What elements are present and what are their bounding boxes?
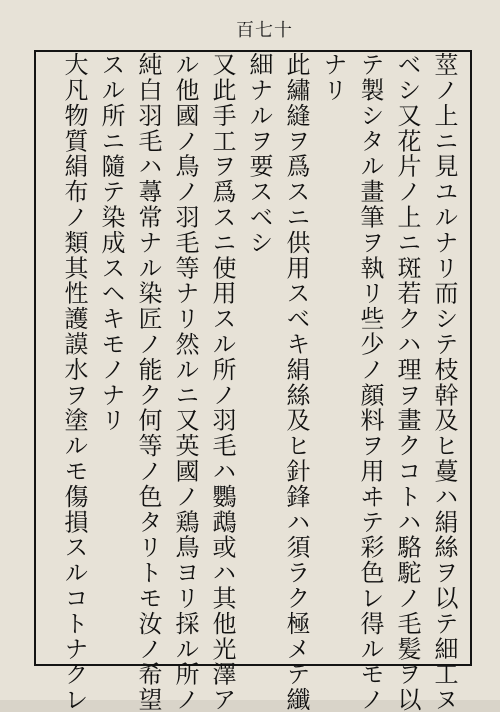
page-number: 百七十	[236, 20, 293, 41]
text-column-11: 大凡物質絹布ノ類其性護謨水ヲ塗ルモ傷損スルコトナクレ	[60, 52, 88, 712]
text-column-4: ナリ	[319, 52, 347, 103]
text-column-6: 細ナルヲ要スベシ	[245, 52, 273, 256]
text-column-7: 又此手工ヲ爲スニ使用スル所ノ羽毛ハ鸚鵡或ハ其他光澤ア	[208, 52, 236, 712]
text-column-9: 純白羽毛ハ蕁常ナル染匠ノ能ク何等ノ色タリトモ汝ノ希望	[134, 52, 162, 712]
text-column-1: 莖ノ上ニ見ユルナリ而シテ枝幹及ヒ蔓ハ絹絲ヲ以テ細工ヌ	[430, 52, 458, 712]
text-column-3: テ製シタル畫筆ヲ執リ些少ノ顔料ヲ用ヰテ彩色レ得ルモノ	[356, 52, 384, 712]
text-column-8: ル他國ノ鳥ノ羽毛等ナリ然ルニ又英國ノ鶏鳥ヨリ採ル所ノ	[171, 52, 199, 712]
text-column-5: 此繡縫ヲ爲スニ供用スベキ絹絲及ヒ針鋒ハ須ラク極メテ纖	[282, 52, 310, 712]
text-column-10: スル所ニ隨テ染成スヘキモノナリ	[97, 52, 125, 433]
text-column-2: ベシ又花片ノ上ニ斑若クハ理ヲ畫クコトハ駱駝ノ毛髪ヲ以	[393, 52, 421, 712]
